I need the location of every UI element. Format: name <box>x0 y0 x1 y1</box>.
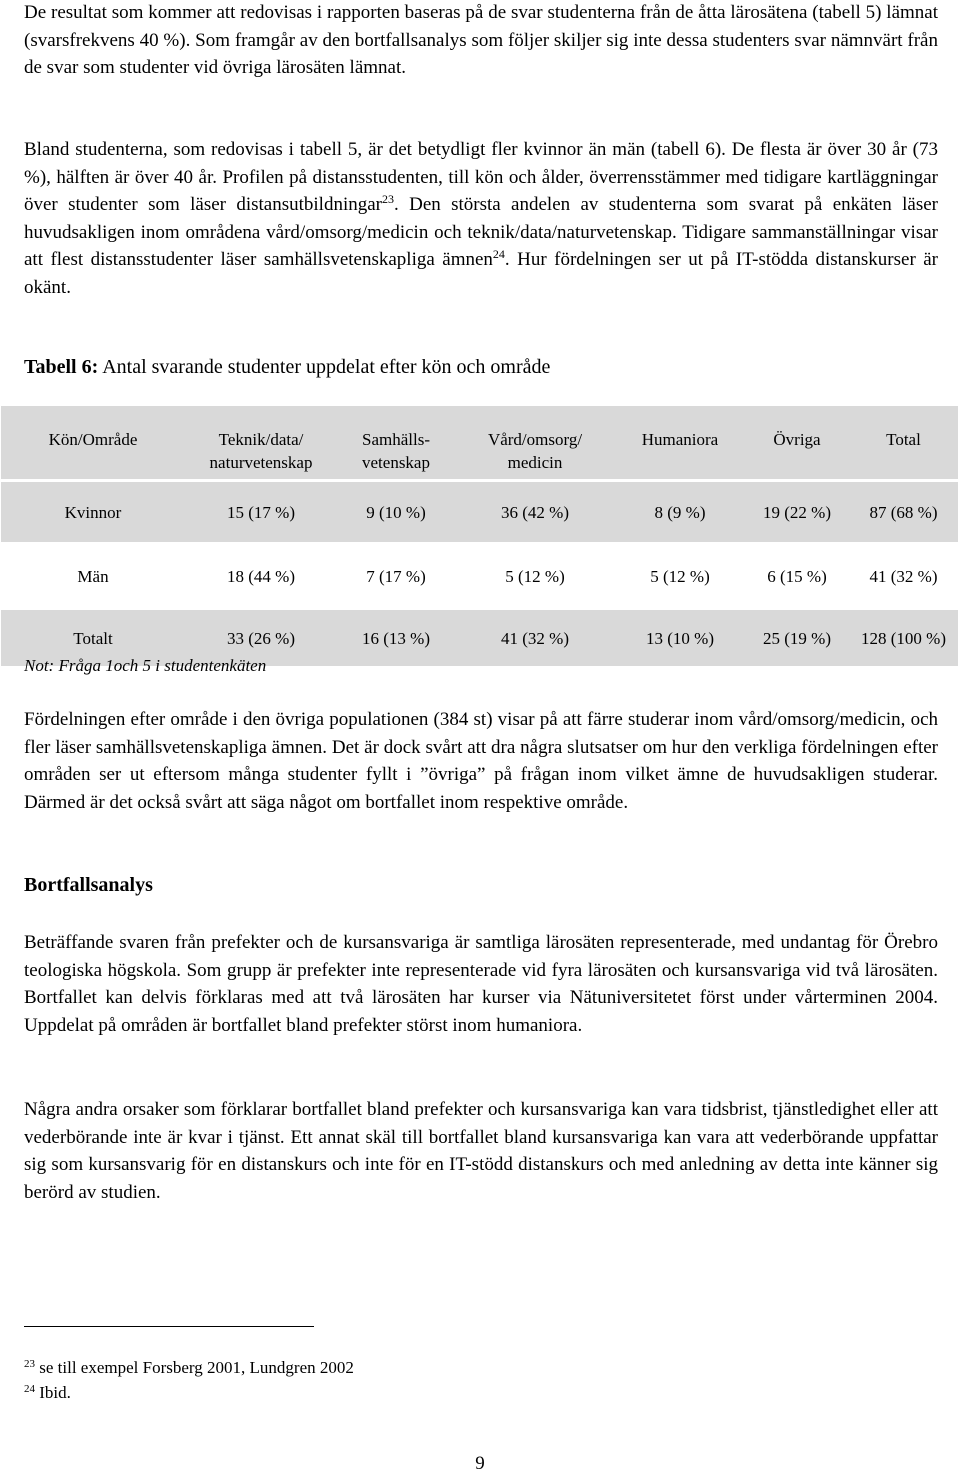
table-cell: 15 (17 %) <box>227 502 295 522</box>
table-cell: 128 (100 %) <box>861 628 946 648</box>
table-cell: 18 (44 %) <box>227 566 295 586</box>
row-label: Män <box>77 566 109 586</box>
footnote-ref: 23 <box>382 192 394 206</box>
table-caption-label: Tabell 6: <box>24 356 99 378</box>
students-table <box>1 406 958 666</box>
table-cell: 6 (15 %) <box>767 566 827 586</box>
table-note: Not: Fråga 1och 5 i studentenkäten <box>24 656 267 675</box>
footnote <box>24 1383 71 1403</box>
footnote-ref: 24 <box>492 247 505 261</box>
table-cell: 87 (68 %) <box>869 502 938 522</box>
page-number: 9 <box>475 1453 485 1474</box>
table-cell: 41 (32 %) <box>501 628 569 648</box>
table-cell: 16 (13 %) <box>362 628 430 648</box>
table-cell: 5 (12 %) <box>650 566 710 586</box>
paragraph-text: . Den största andelen av studenterna som svarat på enkäten läser huvudsakligen inom områdena vård/omsorg/medicin och teknik/data/naturvetenskap. Tidigare sammanställningar visar att flest distansstudenter läser samhällsvetenskapliga ämnen <box>24 194 938 270</box>
footnote-divider <box>24 1326 314 1327</box>
table-cell: 19 (22 %) <box>763 502 831 522</box>
footnote-text: se till exempel Forsberg 2001, Lundgren 2002 <box>39 1358 354 1377</box>
table-cell: 41 (32 %) <box>869 566 938 586</box>
column-header: Vård/omsorg/ medicin <box>487 430 583 472</box>
paragraph-results-intro: De resultat som kommer att redovisas i rapporten baseras på de svar studenterna från de åtta lärosätena (tabell 5) lämnat (svarsfrekvens 40 %). Som framgår av den bortfallsanalys som följer skiljer sig inte dessa studenters svar nämnvärt från de svar som studenter vid övriga lärosäten lämnat. <box>24 2 938 78</box>
paragraph-distribution: Fördelningen efter område i den övriga populationen (384 st) visar på att färre studerar inom vård/omsorg/medicin, och fler läser samhällsvetenskapliga ämnen. Det är dock svårt att dra några slutsatser om hur den verkliga fördelningen efter områden ser ut eftersom många studenter fyllt i ”övriga” på frågan inom vilket ämne de huvudsakligen studerar. Därmed är det också svårt att säga något om bortfallet inom respektive område. <box>24 709 938 813</box>
table-header-row <box>1 406 958 479</box>
footnote-number: 23 <box>24 1358 35 1370</box>
column-header: Teknik/data/ naturvetenskap <box>209 430 313 472</box>
table-cell: 5 (12 %) <box>505 566 565 586</box>
table-row <box>1 482 958 542</box>
column-header: Övriga <box>773 430 821 449</box>
section-heading: Bortfallsanalys <box>24 874 153 896</box>
paragraph-student-profile <box>24 136 938 301</box>
table-cell: 8 (9 %) <box>654 502 706 522</box>
column-header: Kön/Område <box>48 430 138 449</box>
row-label: Kvinnor <box>64 502 122 522</box>
column-header: Total <box>886 430 921 449</box>
footnote-number: 24 <box>24 1383 35 1395</box>
footnote-text: Ibid. <box>39 1383 71 1402</box>
table-cell: 7 (17 %) <box>366 566 426 586</box>
footnote <box>24 1358 354 1378</box>
table-cell: 13 (10 %) <box>646 628 714 648</box>
table-caption <box>24 356 550 379</box>
table-cell: 25 (19 %) <box>763 628 831 648</box>
table-cell: 36 (42 %) <box>501 502 569 522</box>
table-caption-text: Antal svarande studenter uppdelat efter kön och område <box>102 356 551 378</box>
paragraph-dropout: Beträffande svaren från prefekter och de kursansvariga är samtliga lärosäten representerade, med undantag för Örebro teologiska högskola. Som grupp är prefekter inte representerade vid fyra lärosäten och kursansvariga vid två lärosäten. Bortfallet kan delvis förklaras med att två lärosäten har kurser via Nätuniversitetet först under vårterminen 2004. Uppdelat på områden är bortfallet bland prefekter störst inom humaniora. <box>24 932 938 1036</box>
paragraph-text: . Hur fördelningen ser ut på IT-stödda distanskurser är okänt. <box>24 249 938 298</box>
paragraph-dropout-reasons: Några andra orsaker som förklarar bortfallet bland prefekter och kursansvariga kan vara tidsbrist, tjänstledighet eller att vederbörande inte är kvar i tjänst. Ett annat skäl till bortfallet bland kursansvariga kan vara att vederbörande uppfattar sig som kursansvarig för en distanskurs och inte för en IT-stödd distanskurs och med anledning av detta inte känner sig berörd av studien. <box>24 1099 938 1203</box>
column-header: Samhälls- vetenskap <box>362 430 430 472</box>
table-cell: 9 (10 %) <box>366 502 426 522</box>
table-row <box>1 542 958 610</box>
column-header: Humaniora <box>641 430 719 449</box>
row-label: Totalt <box>73 628 113 648</box>
table-cell: 33 (26 %) <box>227 628 295 648</box>
paragraph-text: Bland studenterna, som redovisas i tabell 5, är det betydligt fler kvinnor än män (tabell 6). De flesta är över 30 år (73 %), hälften är över 40 år. Profilen på distansstudenten, till kön och ålder, överrensstämmer med tidigare kartläggningar över studenter som läser distansutbildningar <box>24 139 938 215</box>
